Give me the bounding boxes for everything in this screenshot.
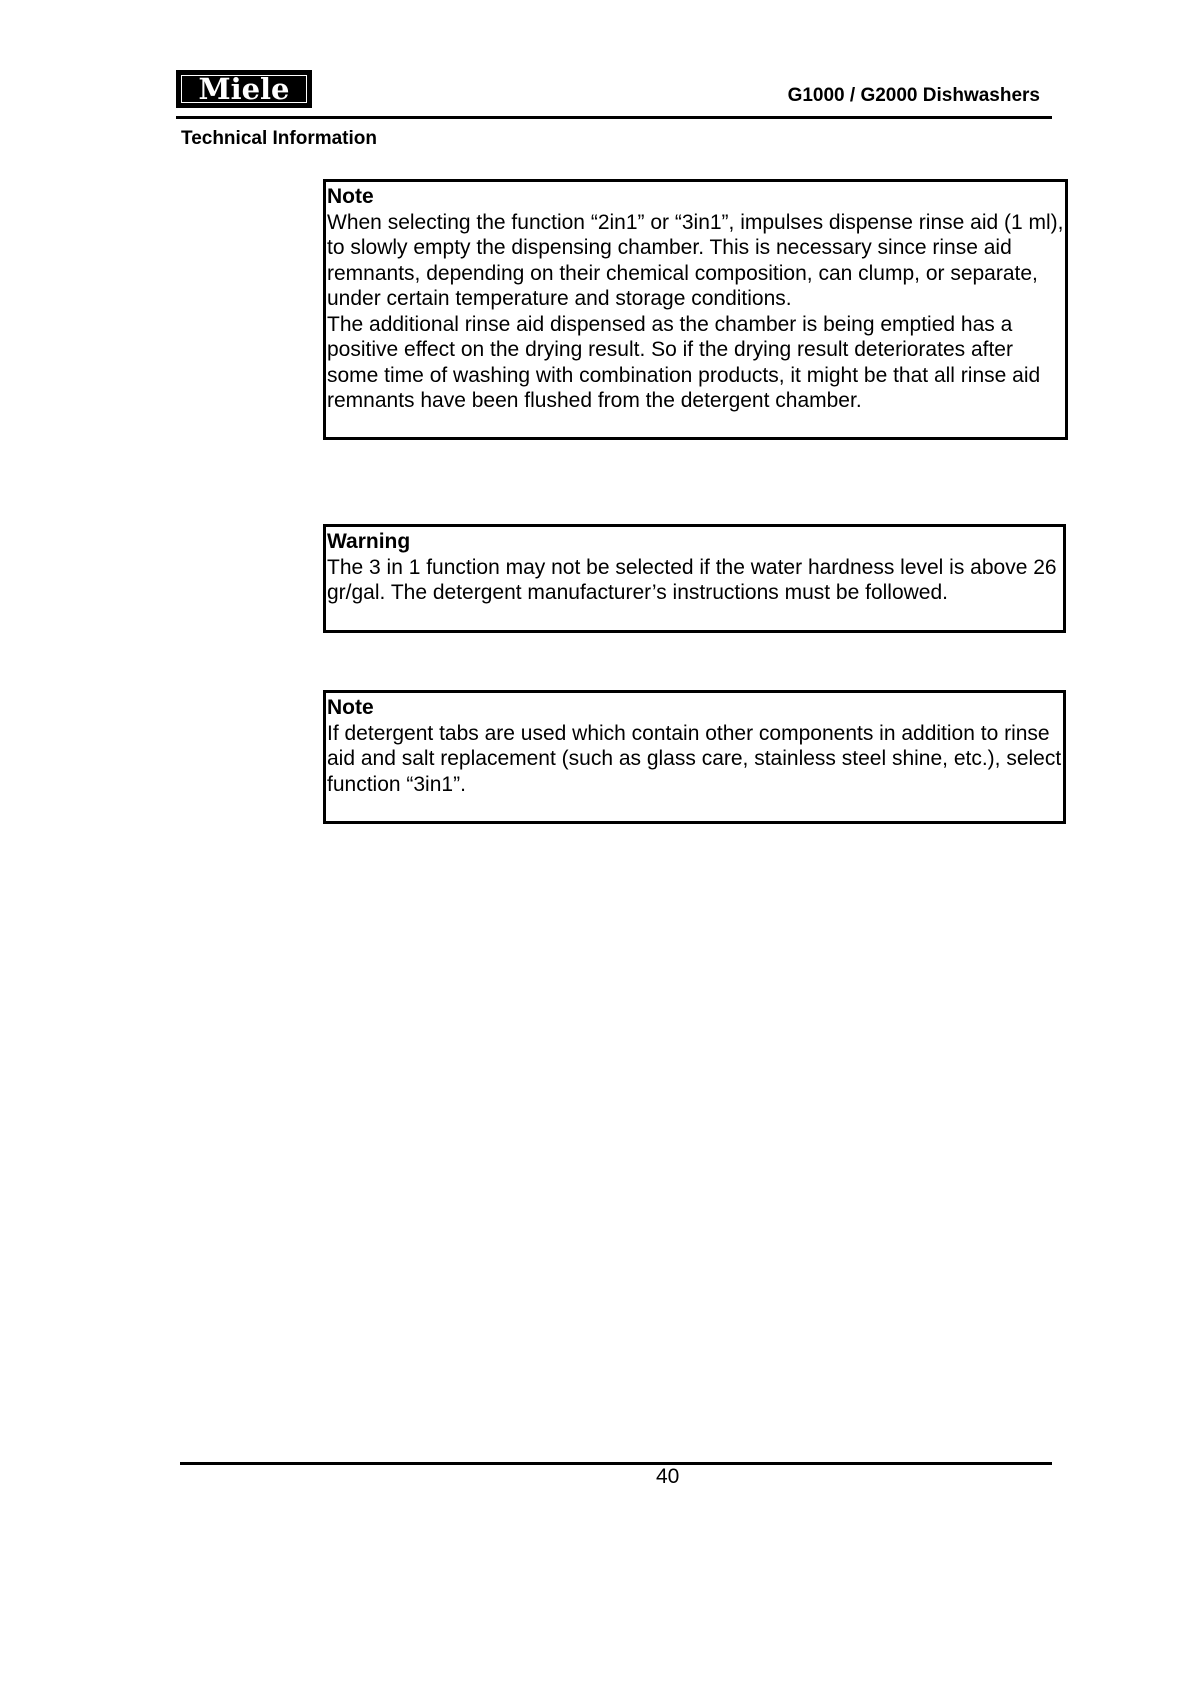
warning-box-water-hardness	[323, 524, 1066, 633]
note-title: Note	[327, 696, 374, 719]
note-box-detergent-tabs	[323, 690, 1066, 824]
warning-title: Warning	[327, 530, 411, 553]
header-divider	[176, 116, 1052, 119]
note-title: Note	[327, 185, 374, 208]
logo-text: Miele	[181, 75, 307, 103]
note-box-rinse-aid	[323, 179, 1068, 440]
note-paragraph: The additional rinse aid dispensed as the chamber is being emptied has a positive effect on the drying result. So if the drying result deteriorates after some time of washing with combination products, it might be that all rinse aid remnants have been flushed from the detergent chamber.	[327, 312, 1041, 412]
miele-logo	[176, 70, 312, 108]
document-title: G1000 / G2000 Dishwashers	[787, 85, 1040, 106]
note-paragraph: If detergent tabs are used which contain other components in addition to rinse aid and salt replacement (such as glass care, stainless steel shine, etc.), select function “3in1”.	[327, 721, 1062, 796]
note-paragraph: When selecting the function “2in1” or “3in1”, impulses dispense rinse aid (1 ml), to slowly empty the dispensing chamber. This is necessary since rinse aid remnants, depending on their chemical composition, can clump, or separate, under certain temperature and storage conditions.	[327, 210, 1064, 310]
page-number: 40	[656, 1465, 680, 1488]
footer-divider	[180, 1462, 1052, 1465]
warning-paragraph: The 3 in 1 function may not be selected if the water hardness level is above 26 gr/gal. The detergent manufacturer’s instructions must be followed.	[327, 555, 1057, 604]
section-title: Technical Information	[181, 128, 378, 149]
